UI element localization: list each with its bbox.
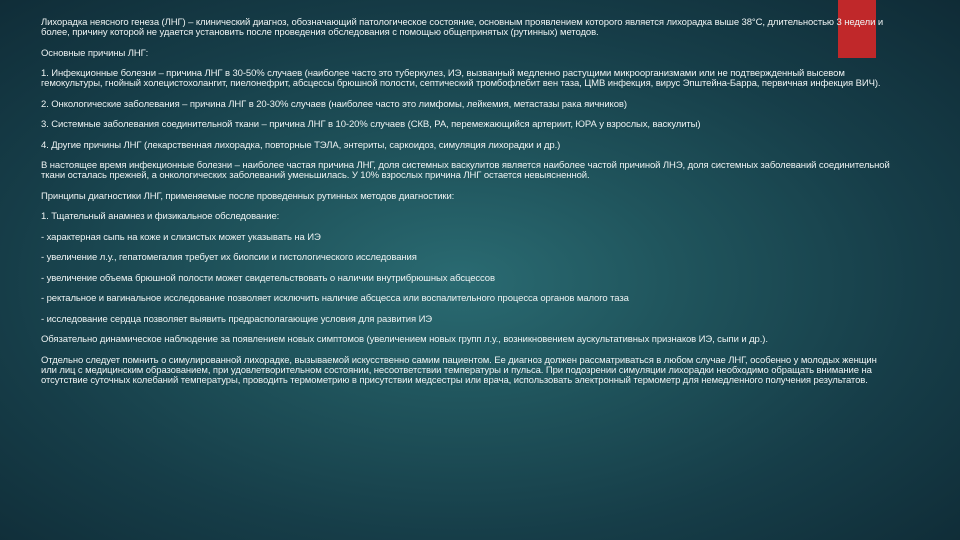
diagnostics-item-abdomen: - увеличение объема брюшной полости может свидетельствовать о наличии внутрибрюшных абсцессов (41, 272, 495, 284)
cause-infectious: 1. Инфекционные болезни – причина ЛНГ в 30-50% случаев (наиболее часто это туберкулез, ИЭ, вызванный медленно растущими микроорганизмами или не подтвержденный высевом гемокультуры, гнойный холецистохолангит, пиелонефрит, абсцессы брюшной полости, септический тромбофлебит вен таза, ЦМВ инфекция, вирус Эпштейна-Барра, первичная инфекция ВИЧ). (41, 68, 881, 89)
diagnostics-item-heart: - исследование сердца позволяет выявить предрасполагающие условия для развития ИЭ (41, 313, 433, 325)
causes-heading: Основные причины ЛНГ: (41, 47, 149, 59)
diagnostics-item-rash: - характерная сыпь на коже и слизистых может указывать на ИЭ (41, 231, 321, 243)
cause-oncological: 2. Онкологические заболевания – причина ЛНГ в 20-30% случаев (наиболее часто это лимфомы, лейкемия, метастазы рака яичников) (41, 98, 627, 110)
diagnostics-item-lymph-nodes: - увеличение л.у., гепатомегалия требует их биопсии и гистологического исследования (41, 252, 417, 263)
diagnostics-item-rectal-vaginal: - ректальное и вагинальное исследование позволяет исключить наличие абсцесса или воспалительного процесса органов малого таза (41, 293, 629, 304)
current-trends-paragraph: В настоящее время инфекционные болезни – наиболее частая причина ЛНГ, доля системных васкулитов является наиболее частой причиной ЛНЭ, доля системных заболеваний соединительной ткани осталась прежней, а онкологических заболеваний уменьшилась. У 10% взрослых причина ЛНГ остается невыясненной. (41, 160, 890, 181)
cause-systemic: 3. Системные заболевания соединительной ткани – причина ЛНГ в 10-20% случаев (СКВ, РА, перемежающийся артериит, ЮРА у взрослых, васкулиты) (41, 119, 701, 130)
dynamic-observation-paragraph: Обязательно динамическое наблюдение за появлением новых симптомов (увеличением новых групп л.у., возникновением аускультативных признаков ИЭ, сыпи и др.). (41, 334, 768, 345)
diagnostics-step-1: 1. Тщательный анамнез и физикальное обследование: (41, 211, 280, 222)
simulated-fever-paragraph: Отдельно следует помнить о симулированной лихорадке, вызываемой искусственно самим пациентом. Ее диагноз должен рассматриваться в любом случае ЛНГ, особенно у молодых женщин или лиц с медицинским образованием, при удовлетворительном состоянии, несоответствии температуры и пульса. При подозрении симуляции лихорадки необходимо обращать внимание на отсутствие суточных колебаний температуры, проводить термометрию в присутствии медсестры или врача, использовать электронный термометр для немедленного получения результатов. (41, 354, 877, 386)
cause-other: 4. Другие причины ЛНГ (лекарственная лихорадка, повторные ТЭЛА, энтериты, саркоидоз, симуляция лихорадки и др.) (41, 139, 561, 151)
diagnostics-heading: Принципы диагностики ЛНГ, применяемые после проведенных рутинных методов диагностики: (41, 190, 455, 202)
definition-paragraph: Лихорадка неясного генеза (ЛНГ) – клинический диагноз, обозначающий патологическое состояние, основным проявлением которого является лихорадка выше 38°С, длительностью 3 недели и более, причину которой не удается установить после проведения обследования с помощью общепринятых (рутинных) методов. (41, 17, 884, 38)
slide-text-body (41, 18, 891, 396)
